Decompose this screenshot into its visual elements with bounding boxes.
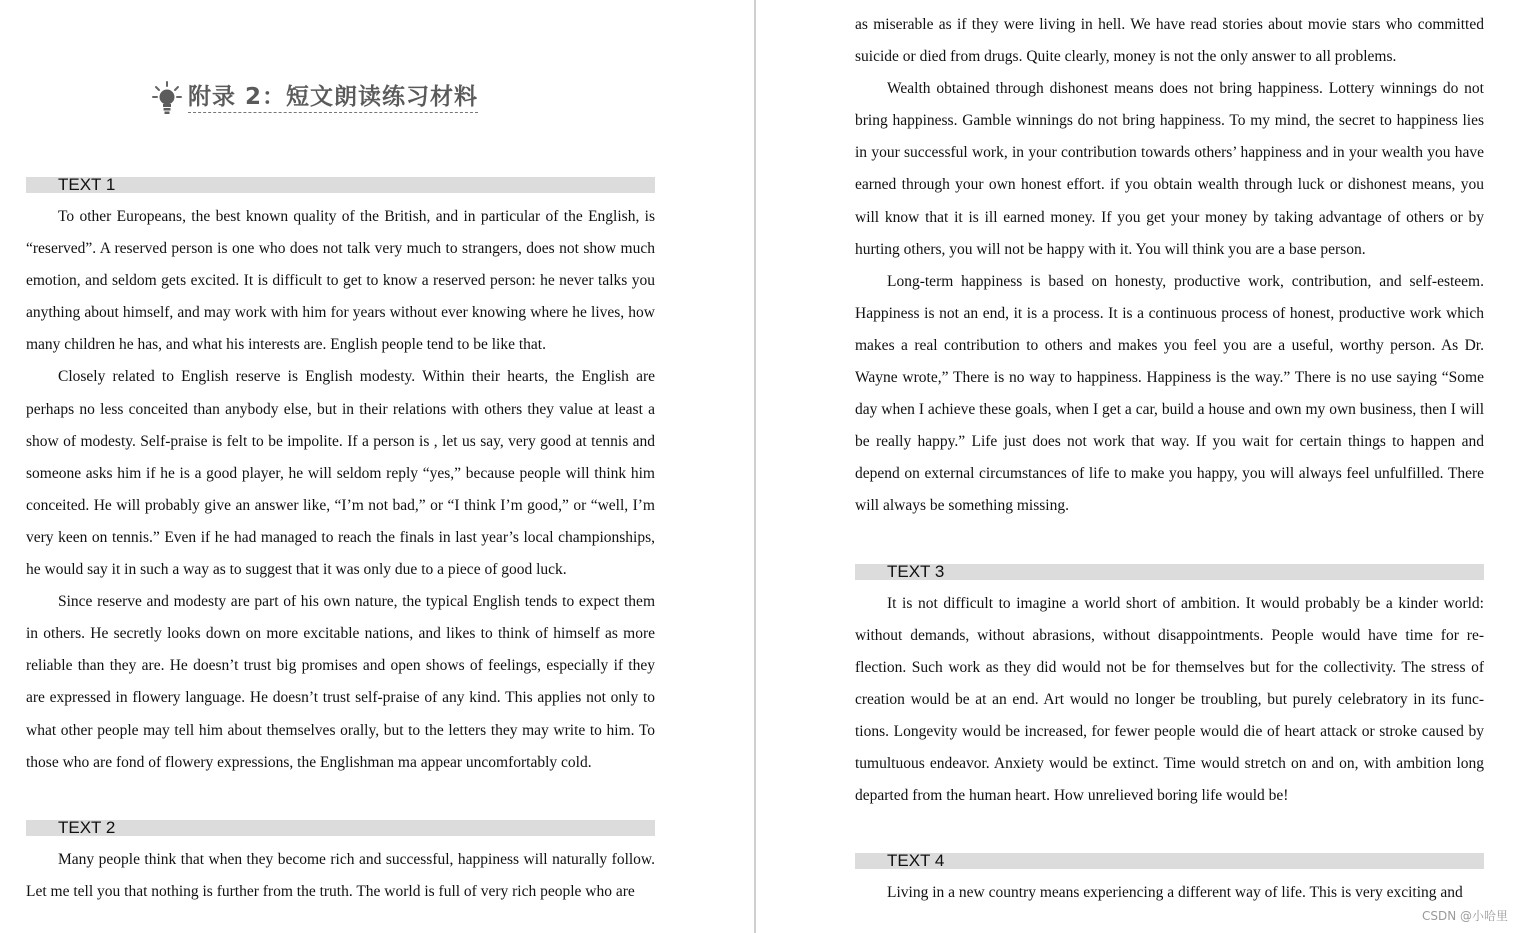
text4-heading: TEXT 4: [855, 853, 1484, 869]
text1-heading: TEXT 1: [26, 177, 655, 193]
text2-paragraph-1: Many people think that when they become rich and successful, happiness will naturally follow. Let me tell you that nothing is further from the truth. The world is full of very rich people who are: [26, 850, 655, 900]
csdn-watermark: CSDN @小哈里: [1421, 909, 1508, 923]
text3-heading: TEXT 3: [855, 564, 1484, 580]
appendix-title-text: 附录 2：短文朗读练习材料: [188, 83, 478, 113]
text3-paragraph-1: It is not difficult to imagine a world short of ambition. It would probably be a kinder world: without demands, without abrasions, without disappointments. People would have time for re-flection. Such work as they did would not be for themselves but for the collectivity. The stress of creation would be at an end. Art would no longer be troubling, but purely celebratory in its func-tions. Longevity would be increased, for fewer people would die of heart attack or stroke caused by tumultuous endeavor. Anxiety would be extinct. Time would stretch on and on, with ambition long departed from the human heart. How unrelieved boring life would be!: [855, 594, 1484, 805]
text2-heading: TEXT 2: [26, 820, 655, 836]
text2-paragraph-1-continued: as miserable as if they were living in hell. We have read stories about movie stars who committed suicide or died from drugs. Quite clearly, money is not the only answer to all problems.: [855, 16, 1484, 66]
page-divider: [754, 0, 756, 933]
left-page: [26, 0, 655, 908]
text1-paragraph-2: Closely related to English reserve is English modesty. Within their hearts, the English are perhaps no less conceited than anybody else, but in their relations with others they value at least a show of modesty. Self-praise is felt to be impolite. If a person is , let us say, very good at tennis and someone asks him if he is a good player, he will seldom reply “yes,” because people will think him conceited. He will probably give an answer like, “I’m not bad,” or “I think I’m good,” or “well, I’m very keen on tennis.” Even if he had managed to reach the finals in last year’s local championships, he would say it in such a way as to suggest that it was only due to a piece of good luck.: [26, 368, 655, 579]
text2-paragraph-2: Wealth obtained through dishonest means does not bring happiness. Lottery winnings do not bring happiness. Gamble winnings do not bring happiness. To my mind, the secret to happiness lies in your successful work, in your contribution towards others’ happiness and in your wealth you have earned through your own honest effort. if you obtain wealth through luck or dishonest means, you will know that it is ill earned money. If you get your money by taking advantage of others or by hurting others, you will not be happy with it. You will think you are a base person.: [855, 80, 1484, 258]
text2-paragraph-3: Long-term happiness is based on honesty, productive work, contribution, and self-esteem. Happiness is not an end, it is a process. It is a continuous process of honest, productive work which makes a real contribution to others and makes you feel you are a useful, worthy person. As Dr. Wayne wrote,” There is no way to happiness. Happiness is the way.” There is no use saying “Some day when I achieve these goals, when I get a car, build a house and own my own business, then I will be really happy.” Life just does not work that way. If you wait for certain things to happen and depend on external circumstances of life to make you happy, you will always feel unfulfilled. There will always be something missing.: [855, 272, 1484, 515]
right-page: [855, 9, 1484, 909]
text1-paragraph-1: To other Europeans, the best known quality of the British, and in particular of the English, is “reserved”. A reserved person is one who does not talk very much to strangers, does not show much emotion, and seldom gets excited. It is difficult to get to know a reserved person: he never talks you anything about himself, and may work with him for years without ever knowing where he lives, how many children he has, and what his interests are. English people tend to be like that.: [26, 208, 655, 354]
text1-paragraph-3: Since reserve and modesty are part of his own nature, the typical English tends to expect them in others. He secretly looks down on more excitable nations, and likes to think of himself as more reliable than they are. He doesn’t trust big promises and open shows of feelings, especially if they are expressed in flowery language. He doesn’t trust self-praise of any kind. This applies not only to what other people may tell him about themselves orally, but to the letters they may write to him. To those who are fond of flowery expressions, the Englishman ma appear uncomfortably cold.: [26, 593, 655, 771]
text4-paragraph-1: Living in a new country means experiencing a different way of life. This is very exciting and: [887, 884, 1463, 902]
